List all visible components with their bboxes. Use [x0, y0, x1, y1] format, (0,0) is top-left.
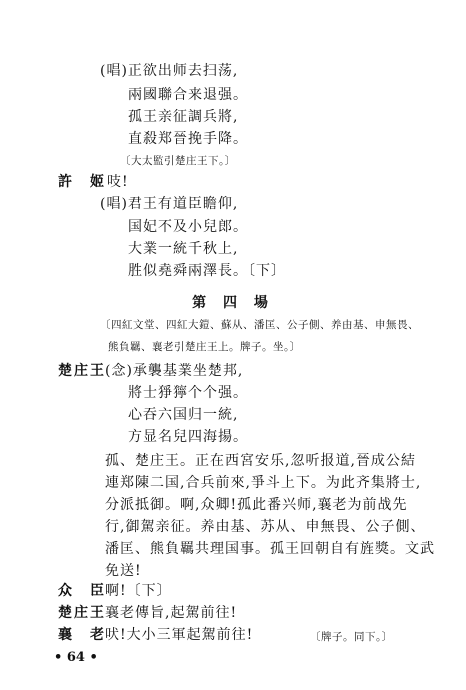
- prose-line: 免送!: [105, 563, 142, 579]
- recited-line: 方显名兒四海揚。: [128, 429, 248, 445]
- prose-line: 分派抵御。啊,众卿!孤此番兴师,襄老为前战先: [105, 497, 408, 513]
- stage-direction: 〔四紅文堂、四紅大鎧、蘇从、潘匡、公子側、养由基、申無畏、: [100, 319, 419, 331]
- sung-line: (唱)正欲出师去扫荡,: [100, 63, 239, 79]
- prose-line: 行,御駕亲征。养由基、苏从、申無畏、公子側、: [105, 519, 426, 535]
- spoken-line: 啊!〔下〕: [105, 583, 172, 599]
- speaker-name: 襄 老: [58, 627, 106, 643]
- sung-line: 孤王亲征調兵將,: [128, 109, 239, 125]
- page-number: • 64 •: [54, 650, 98, 665]
- recited-line: (念)承襲基業坐楚邦,: [105, 363, 244, 379]
- stage-direction: 〔大太監引楚庄王下。〕: [120, 155, 236, 167]
- sung-line: 胜似堯舜兩澤長。〔下〕: [128, 263, 286, 279]
- recited-line: 將士猙獰个个强。: [128, 385, 248, 401]
- scene-heading: 第 四 場: [192, 295, 274, 311]
- speaker-name: 楚庄王: [58, 363, 106, 379]
- spoken-line: 吱!: [107, 174, 129, 190]
- sung-line: 兩國聯合来退强。: [128, 87, 248, 103]
- sung-line: 国妃不及小兒郎。: [128, 219, 248, 235]
- spoken-line: 襄老傳旨,起駕前往!: [105, 605, 238, 621]
- sung-line: (唱)君王有道臣瞻仰,: [100, 196, 239, 212]
- stage-direction: 〔牌子。同下。〕: [310, 631, 393, 643]
- prose-line: 連郑陳二国,合兵前來,爭斗上下。为此齐集將士,: [105, 475, 422, 491]
- sung-line: 直殺郑晉挽手降。: [128, 131, 248, 147]
- prose-line: 孤、楚庄王。正在西宮安乐,忽听报道,晉成公結: [105, 453, 416, 469]
- speaker-name: 众 臣: [58, 583, 106, 599]
- spoken-line: 吠!大小三軍起駕前往!: [105, 627, 254, 643]
- speaker-name: 許 姬: [58, 174, 106, 190]
- stage-direction: 熊負羈、襄老引楚庄王上。牌子。坐。〕: [108, 341, 301, 353]
- prose-line: 潘匡、熊負羈共理国事。孤王回朝自有旌獎。文武: [105, 541, 435, 557]
- sung-line: 大業一統千秋上,: [128, 241, 239, 257]
- recited-line: 心吞六国归一統,: [128, 407, 239, 423]
- speaker-name: 楚庄王: [58, 605, 106, 621]
